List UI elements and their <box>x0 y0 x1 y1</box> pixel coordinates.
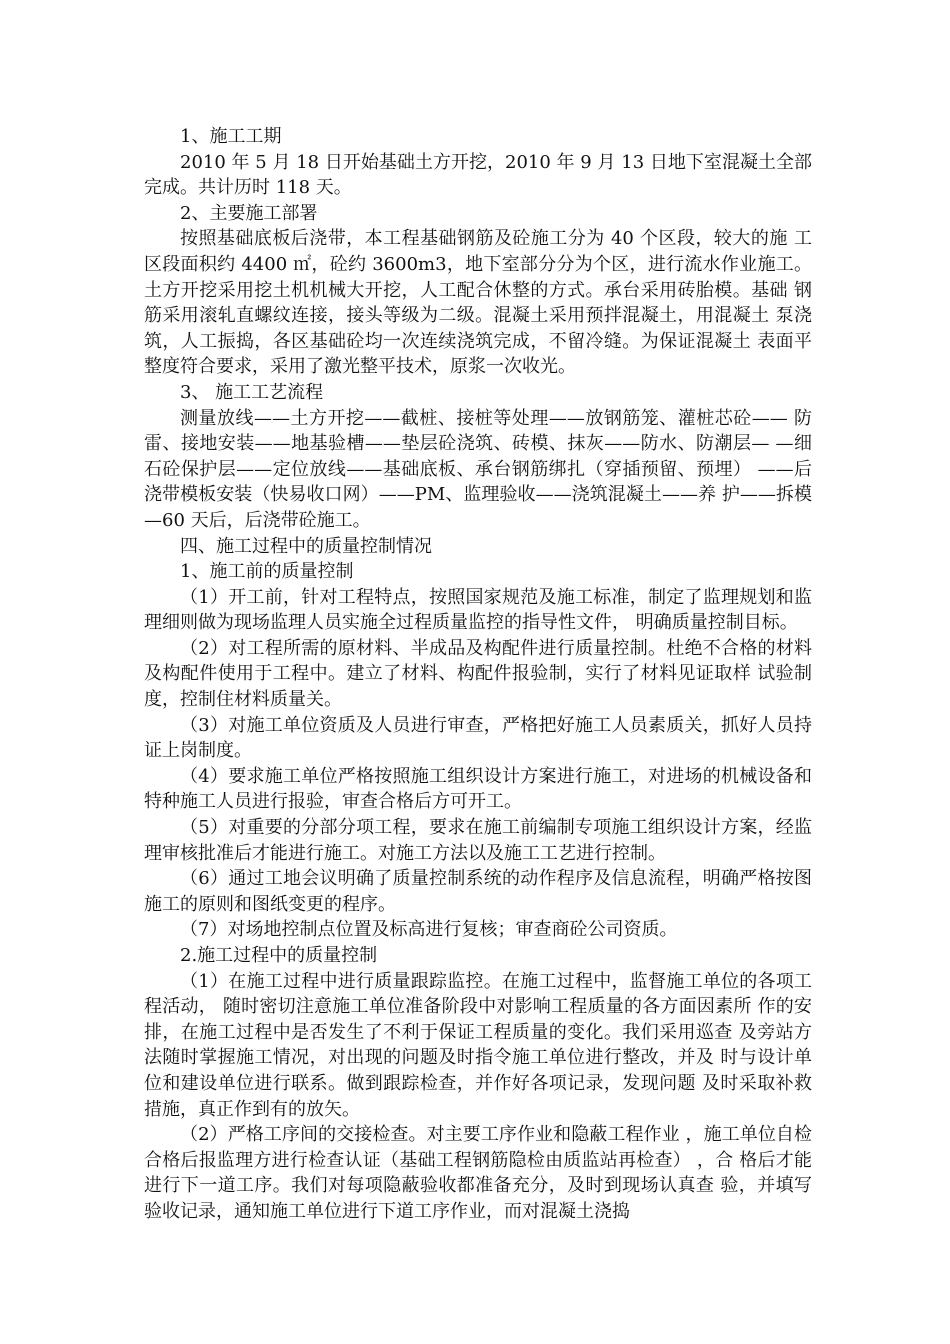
list-item-pre-1: （1）开工前，针对工程特点，按照国家规范及施工标准，制定了监理规划和监理细则做为现场监理人员实施全过程质量监控的指导性文件， 明确质量控制目标。 <box>144 586 812 634</box>
section-heading-deployment: 2、主要施工部署 <box>180 202 318 224</box>
chapter-heading-quality-control: 四、施工过程中的质量控制情况 <box>180 535 432 557</box>
section-heading-schedule: 1、施工工期 <box>180 126 282 147</box>
paragraph-deployment: 按照基础底板后浇带，本工程基础钢筋及砼施工分为 40 个区段，较大的施 工区段面积约 4400 ㎡，砼约 3600m3，地下室部分分为个区，进行流水作业施工。 土方开挖采用挖土机机械大开挖，人工配合休整的方式。承台采用砖胎模。基础 钢筋采用滚轧直螺纹连接，接头等级为二级。混凝土采用预拌混凝土，用混凝土 泵浇筑，人工振捣，各区基础砼均一次连续浇筑完成，不留冷缝。为保证混凝土 表面平整度符合要求，采用了激光整平技术，原浆一次收光。 <box>144 228 812 378</box>
section-heading-during-construction: 2.施工过程中的质量控制 <box>180 945 378 966</box>
paragraph-process-flow: 测量放线——土方开挖——截桩、接桩等处理——放钢筋笼、灌桩芯砼—— 防雷、接地安装——地基验槽——垫层砼浇筑、砖模、抹灰——防水、防潮层— —细石砼保护层——定位放线——基础底板、承台钢筋绑扎（穿插预留、预埋） ——后浇带模板安装（快易收口网）——PM、监理验收——浇筑混凝土——养 护——拆模—60 天后，后浇带砼施工。 <box>144 407 812 531</box>
list-item-pre-4: （4）要求施工单位严格按照施工组织设计方案进行施工，对进场的机械设备和特种施工人员进行报验，审查合格后方可开工。 <box>144 765 812 813</box>
list-item-pre-7: （7）对场地控制点位置及标高进行复核；审查商砼公司资质。 <box>180 919 678 941</box>
list-item-during-2: （2）严格工序间的交接检查。对主要工序作业和隐蔽工程作业 ，施工单位自检合格后报监理方进行检查认证（基础工程钢筋隐检由质监站再检查） ，合 格后才能进行下一道工序。我们对每项隐蔽验收都准备充分，及时到现场认真查 验，并填写验收记录，通知施工单位进行下道工序作业，而对混凝土浇捣 <box>144 1124 812 1222</box>
list-item-pre-2: （2）对工程所需的原材料、半成品及构配件进行质量控制。杜绝不合格的材料及构配件使用于工程中。建立了材料、构配件报验制，实行了材料见证取样 试验制度，控制住材料质量关。 <box>144 637 812 711</box>
list-item-pre-3: （3）对施工单位资质及人员进行审查，严格把好施工人员素质关，抓好人员持证上岗制度。 <box>144 714 812 762</box>
section-heading-process-flow: 3、 施工工艺流程 <box>180 381 324 403</box>
document-body <box>144 124 812 1225</box>
list-item-pre-5: （5）对重要的分部分项工程，要求在施工前编制专项施工组织设计方案，经监理审核批准后才能进行施工。对施工方法以及施工工艺进行控制。 <box>144 817 812 864</box>
paragraph-schedule: 2010 年 5 月 18 日开始基础土方开挖，2010 年 9 月 13 日地下室混凝土全部完成。共计历时 118 天。 <box>144 151 812 199</box>
section-heading-pre-construction: 1、施工前的质量控制 <box>180 561 354 583</box>
list-item-pre-6: （6）通过工地会议明确了质量控制系统的动作程序及信息流程，明确严格按图施工的原则和图纸变更的程序。 <box>144 868 812 915</box>
list-item-during-1: （1）在施工过程中进行质量跟踪监控。在施工过程中，监督施工单位的各项工程活动， 随时密切注意施工单位准备阶段中对影响工程质量的各方面因素所 作的安排，在施工过程中是否发生了不利于保证工程质量的变化。我们采用巡查 及旁站方法随时掌握施工情况，对出现的问题及时指令施工单位进行整改，并及 时与设计单位和建设单位进行联系。做到跟踪检查，并作好各项记录，发现问题 及时采取补救措施，真正作到有的放矢。 <box>144 970 812 1120</box>
